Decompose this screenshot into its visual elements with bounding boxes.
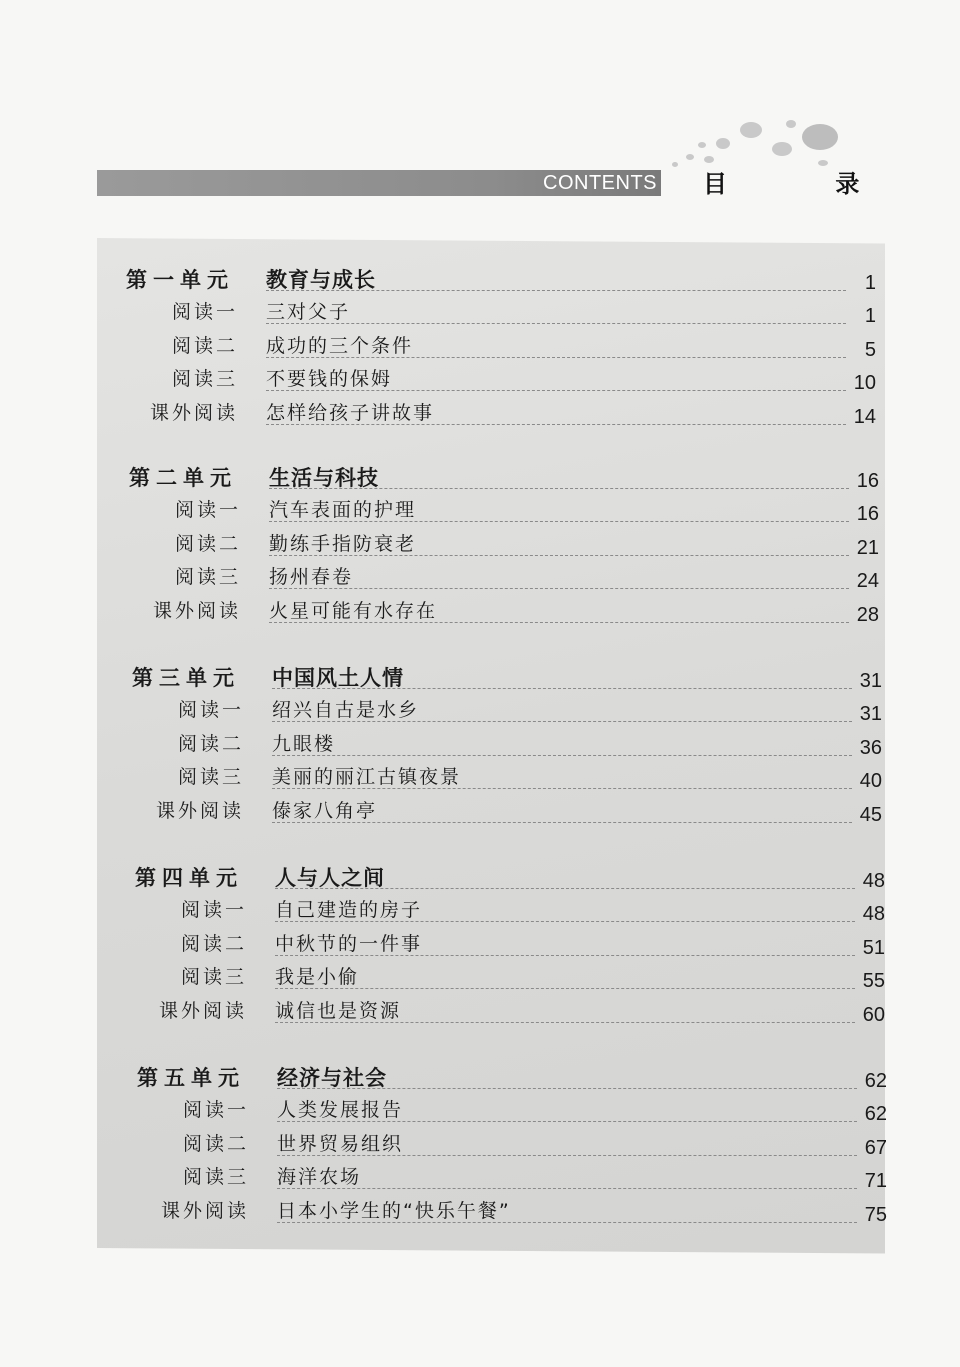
entry-label: 阅读一 xyxy=(175,499,242,522)
page-number: 1 xyxy=(864,305,876,328)
unit-heading-row[interactable] xyxy=(135,862,885,892)
page-number: 14 xyxy=(853,405,876,428)
entry-title: 傣家八角亭 xyxy=(272,799,378,822)
entry-title: 九眼楼 xyxy=(272,732,336,755)
dot-leader xyxy=(269,555,849,556)
page-number: 62 xyxy=(864,1070,887,1092)
dot-leader xyxy=(277,1088,857,1089)
entry-label: 阅读三 xyxy=(175,566,242,589)
toc-entry-row[interactable] xyxy=(126,364,876,395)
dot-leader xyxy=(266,290,846,291)
entry-label: 阅读三 xyxy=(183,1166,250,1189)
entry-title: 扬州春卷 xyxy=(269,566,354,589)
entry-label: 阅读二 xyxy=(178,732,245,755)
toc-unit xyxy=(132,662,882,862)
dot-leader xyxy=(269,588,849,589)
toc-entry-row[interactable] xyxy=(129,562,879,593)
page-number: 28 xyxy=(856,603,879,626)
page-number: 1 xyxy=(864,272,876,294)
toc-entry-row[interactable] xyxy=(129,596,879,626)
toc-entry-row[interactable] xyxy=(132,762,882,793)
toc-entry-row[interactable] xyxy=(129,495,879,526)
entry-label: 课外阅读 xyxy=(156,799,245,822)
unit-label: 第五单元 xyxy=(137,1066,245,1090)
page-number: 71 xyxy=(864,1170,887,1193)
entry-title: 三对父子 xyxy=(266,301,351,324)
entry-label: 阅读二 xyxy=(183,1132,250,1155)
entry-label: 阅读一 xyxy=(178,699,245,722)
unit-title: 教育与成长 xyxy=(266,268,376,292)
toc-unit xyxy=(135,862,885,1062)
page-number: 40 xyxy=(859,770,882,793)
entry-title: 日本小学生的“快乐午餐” xyxy=(277,1199,511,1222)
page-number: 48 xyxy=(862,870,885,892)
unit-title: 中国风土人情 xyxy=(272,666,404,690)
entry-title: 火星可能有水存在 xyxy=(269,599,438,622)
dot-leader xyxy=(275,955,855,956)
entry-label: 阅读二 xyxy=(172,334,239,357)
page-title: 目 录 xyxy=(703,170,910,198)
page-number: 55 xyxy=(862,970,885,993)
dot-leader xyxy=(266,424,846,425)
page-number: 67 xyxy=(864,1136,887,1159)
page-number: 16 xyxy=(856,470,879,492)
entry-label: 阅读三 xyxy=(178,766,245,789)
toc-entry-row[interactable] xyxy=(132,729,882,759)
unit-heading-row[interactable] xyxy=(137,1062,887,1092)
entry-label: 阅读三 xyxy=(172,368,239,391)
toc-unit xyxy=(129,462,879,662)
page-number: 51 xyxy=(862,936,885,959)
unit-title: 人与人之间 xyxy=(275,866,385,890)
entry-title: 不要钱的保姆 xyxy=(266,368,393,391)
entry-title: 诚信也是资源 xyxy=(275,999,402,1022)
page-number: 62 xyxy=(864,1103,887,1126)
toc-entry-row[interactable] xyxy=(126,331,876,361)
entry-title: 汽车表面的护理 xyxy=(269,499,417,522)
page-number: 16 xyxy=(856,503,879,526)
toc-entry-row[interactable] xyxy=(129,529,879,559)
entry-label: 阅读二 xyxy=(175,532,242,555)
entry-label: 课外阅读 xyxy=(153,599,242,622)
unit-heading-row[interactable] xyxy=(129,462,879,492)
entry-title: 成功的三个条件 xyxy=(266,334,414,357)
entry-label: 阅读一 xyxy=(181,899,248,922)
entry-title: 我是小偷 xyxy=(275,966,360,989)
toc-entry-row[interactable] xyxy=(132,695,882,726)
entry-label: 课外阅读 xyxy=(150,401,239,424)
dot-leader xyxy=(277,1121,857,1122)
entry-title: 海洋农场 xyxy=(277,1166,362,1189)
entry-label: 课外阅读 xyxy=(159,999,248,1022)
toc-entry-row[interactable] xyxy=(137,1129,887,1159)
dot-leader xyxy=(275,988,855,989)
dot-leader xyxy=(266,357,846,358)
entry-title: 中秋节的一件事 xyxy=(275,932,423,955)
page-number: 24 xyxy=(856,570,879,593)
entry-title: 勤练手指防衰老 xyxy=(269,532,417,555)
unit-label: 第二单元 xyxy=(129,466,237,490)
unit-title: 生活与科技 xyxy=(269,466,379,490)
dot-leader xyxy=(266,390,846,391)
dot-leader xyxy=(277,1155,857,1156)
toc-unit xyxy=(126,264,876,464)
dot-leader xyxy=(272,788,852,789)
entry-label: 阅读三 xyxy=(181,966,248,989)
toc-entry-row[interactable] xyxy=(135,962,885,993)
entry-title: 美丽的丽江古镇夜景 xyxy=(272,766,462,789)
dot-leader xyxy=(275,888,855,889)
page-number: 31 xyxy=(859,703,882,726)
page-number: 60 xyxy=(862,1003,885,1026)
dot-leader xyxy=(277,1188,857,1189)
unit-heading-row[interactable] xyxy=(126,264,876,294)
entry-label: 课外阅读 xyxy=(161,1199,250,1222)
entry-title: 绍兴自古是水乡 xyxy=(272,699,420,722)
unit-label: 第三单元 xyxy=(132,666,240,690)
toc-entry-row[interactable] xyxy=(137,1095,887,1126)
entry-label: 阅读一 xyxy=(183,1099,250,1122)
toc-entry-row[interactable] xyxy=(135,895,885,926)
dot-leader xyxy=(266,323,846,324)
toc-entry-row[interactable] xyxy=(126,398,876,428)
unit-label: 第四单元 xyxy=(135,866,243,890)
dot-leader xyxy=(269,488,849,489)
page-number: 45 xyxy=(859,803,882,826)
contents-label: CONTENTS xyxy=(543,172,657,194)
page-number: 75 xyxy=(864,1203,887,1226)
entry-label: 阅读一 xyxy=(172,301,239,324)
dot-leader xyxy=(275,921,855,922)
toc-entry-row[interactable] xyxy=(137,1196,887,1226)
unit-heading-row[interactable] xyxy=(132,662,882,692)
entry-label: 阅读二 xyxy=(181,932,248,955)
toc-entry-row[interactable] xyxy=(137,1162,887,1193)
unit-label: 第一单元 xyxy=(126,268,234,292)
dot-leader xyxy=(269,622,849,623)
page-number: 10 xyxy=(853,372,876,395)
dot-leader xyxy=(272,822,852,823)
page-number: 31 xyxy=(859,670,882,692)
dot-leader xyxy=(277,1222,857,1223)
dot-leader xyxy=(272,755,852,756)
unit-title: 经济与社会 xyxy=(277,1066,387,1090)
toc-entry-row[interactable] xyxy=(135,929,885,959)
entry-title: 人类发展报告 xyxy=(277,1099,404,1122)
page-number: 5 xyxy=(864,338,876,361)
page-number: 48 xyxy=(862,903,885,926)
dot-leader xyxy=(269,521,849,522)
toc-unit xyxy=(137,1062,887,1262)
page-number: 21 xyxy=(856,536,879,559)
page-number: 36 xyxy=(859,736,882,759)
toc-entry-row[interactable] xyxy=(132,796,882,826)
dot-leader xyxy=(272,688,852,689)
entry-title: 自己建造的房子 xyxy=(275,899,423,922)
toc-entry-row[interactable] xyxy=(126,297,876,328)
entry-title: 世界贸易组织 xyxy=(277,1132,404,1155)
dot-leader xyxy=(275,1022,855,1023)
toc-entry-row[interactable] xyxy=(135,996,885,1026)
dot-leader xyxy=(272,721,852,722)
entry-title: 怎样给孩子讲故事 xyxy=(266,401,435,424)
